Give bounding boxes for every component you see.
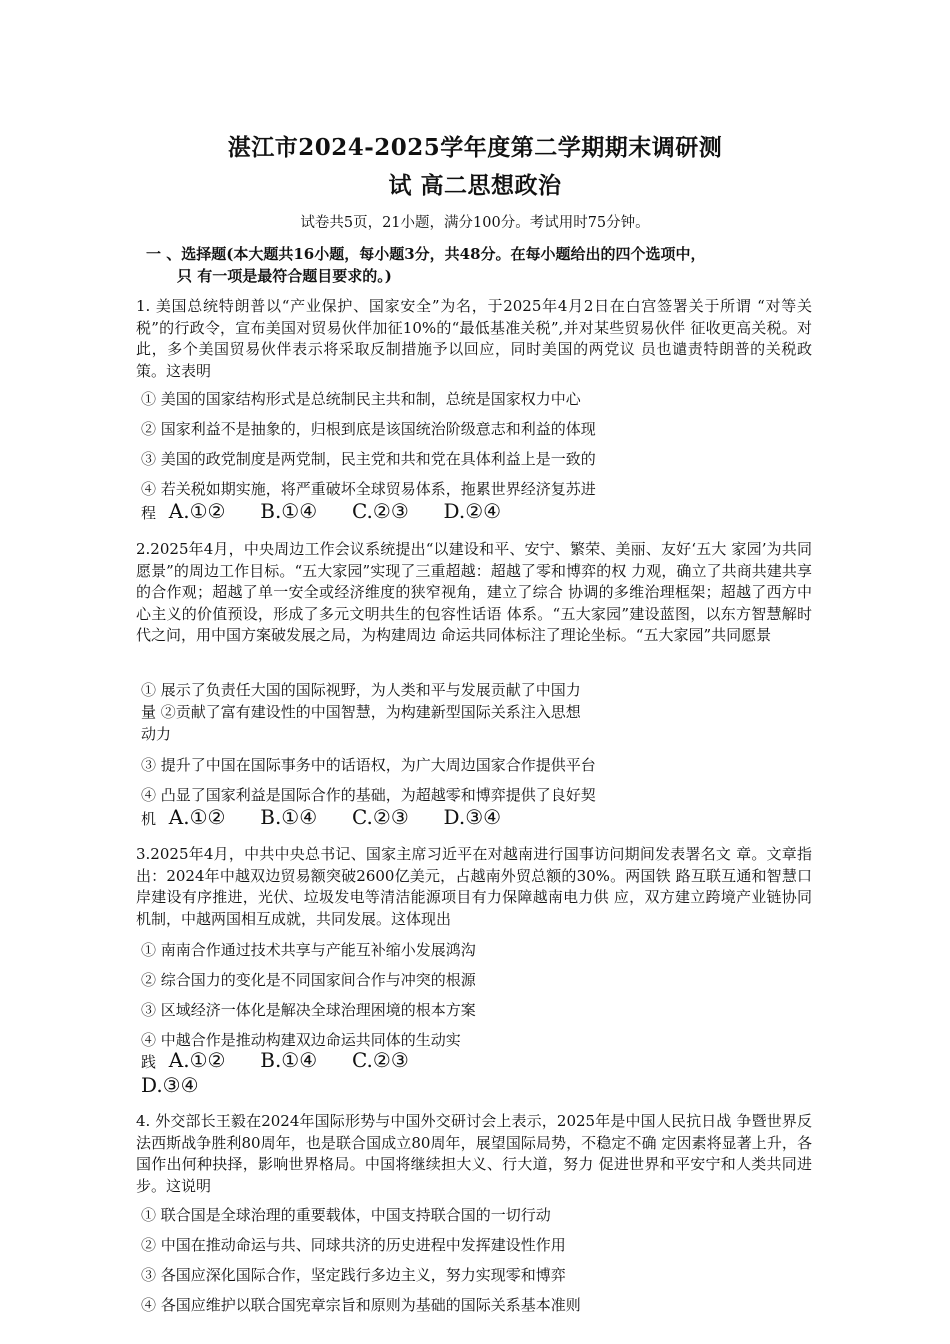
section-heading xyxy=(146,243,816,287)
exam-title-line2: 试 高二思想政治 xyxy=(388,172,562,199)
question-2-stem: 2.2025年4月，中央周边工作会议系统提出“以建设和平、安宁、繁荣、美丽、友好‘五大 家园’为共同愿景”的周边工作目标。“五大家园”实现了三重超越：超越了零和博弈的权 力观，确立了共商共建共享的合作观；超越了单一安全或经济维度的狭窄视角，建立了综合 协调的多维治理框架；超越了西方中心主义的价值预设，形成了多元文明共生的包容性话语 体系。“五大家园”建设蓝图，以东方智慧解时代之问，用中国方案破发展之局，为构建周边 命运共同体标注了理论坐标。“五大家园”共同愿景 xyxy=(136,540,812,644)
question-1-option-2: ② 国家利益不是抽象的，归根到底是该国统治阶级意志和利益的体现 xyxy=(141,420,596,438)
question-2-option-3: ③ 提升了中国在国际事务中的话语权，为广大周边国家合作提供平台 xyxy=(141,756,596,774)
question-3-option-1: ① 南南合作通过技术共享与产能互补缩小发展鸿沟 xyxy=(141,941,476,959)
question-3-choices xyxy=(141,1047,431,1075)
question-4-option-2: ② 中国在推动命运与共、同球共济的历史进程中发挥建设性作用 xyxy=(141,1236,566,1254)
question-3-option-2: ② 综合国力的变化是不同国家间合作与冲突的根源 xyxy=(141,971,476,989)
section-heading-line2: 只 有一项是最符合题目要求的。) xyxy=(177,267,392,285)
choice-b: B.①④ xyxy=(260,805,318,829)
question-4-option-1: ① 联合国是全球治理的重要载体，中国支持联合国的一切行动 xyxy=(141,1206,551,1224)
choice-c: C.②③ xyxy=(351,1048,409,1072)
question-1-option-1: ① 美国的国家结构形式是总统制民主共和制，总统是国家权力中心 xyxy=(141,390,581,408)
question-2-option-1: ① 展示了负责任大国的国际视野，为人类和平与发展贡献了中国力 xyxy=(141,681,581,699)
choice-d: D.③④ xyxy=(443,805,502,829)
question-3-option-4-tail: 践 xyxy=(141,1053,157,1071)
question-3-option-3: ③ 区域经济一体化是解决全球治理困境的根本方案 xyxy=(141,1001,476,1019)
question-4-option-4: ④ 各国应维护以联合国宪章宗旨和原则为基础的国际关系基本准则 xyxy=(141,1296,581,1314)
exam-title-line1: 湛江市2024-2025学年度第二学期期末调研测 xyxy=(227,134,723,161)
choice-a: A.①② xyxy=(168,1048,226,1072)
question-2-choices xyxy=(141,804,523,832)
choice-a: A.①② xyxy=(168,805,226,829)
choice-a: A.①② xyxy=(168,499,226,523)
question-1-choices xyxy=(141,498,523,526)
question-1-option-4-tail: 程 xyxy=(141,504,157,522)
exam-info: 试卷共5页，21小题，满分100分。考试用时75分钟。 xyxy=(300,215,650,231)
choice-d: D.②④ xyxy=(443,499,502,523)
question-3-choice-d: D.③④ xyxy=(141,1073,199,1097)
question-1-option-4: ④ 若关税如期实施，将严重破坏全球贸易体系，拖累世界经济复苏进 xyxy=(141,480,596,498)
choice-c: C.②③ xyxy=(351,499,409,523)
question-3-stem: 3.2025年4月，中共中央总书记、国家主席习近平在对越南进行国事访问期间发表署名文 章。文章指出：2024年中越双边贸易额突破2600亿美元，占越南外贸总额的30%。两国铁 路互联互通和智慧口岸建设有序推进，光伏、垃圾发电等清洁能源项目有力保障越南电力供 应，双方建立跨境产业链协同机制，中越两国相互成就，共同发展。这体现出 xyxy=(136,845,812,928)
question-1-option-3: ③ 美国的政党制度是两党制，民主党和共和党在具体利益上是一致的 xyxy=(141,450,596,468)
question-4-option-3: ③ 各国应深化国际合作，坚定践行多边主义，努力实现零和博弈 xyxy=(141,1266,566,1284)
choice-b: B.①④ xyxy=(260,499,318,523)
question-2-option-2-cont: 动力 xyxy=(141,725,172,743)
question-3-option-4: ④ 中越合作是推动构建双边命运共同体的生动实 xyxy=(141,1031,461,1049)
choice-c: C.②③ xyxy=(351,805,409,829)
question-1-stem: 1. 美国总统特朗普以“产业保护、国家安全”为名，于2025年4月2日在白宫签署关于所谓 “对等关税”的行政令，宣布美国对贸易伙伴加征10%的“最低基准关税”,并对某些贸易伙伴 征收更高关税。对此，多个美国贸易伙伴表示将采取反制措施予以回应，同时美国的两党议 员也谴责特朗普的关税政策。这表明 xyxy=(136,297,812,380)
choice-b: B.①④ xyxy=(260,1048,318,1072)
section-heading-line1: 一 、选择题(本大题共16小题，每小题3分，共48分。在每小题给出的四个选项中， xyxy=(146,245,706,263)
question-2-option-4: ④ 凸显了国家利益是国际合作的基础，为超越零和博弈提供了良好契 xyxy=(141,786,596,804)
question-2-option-4-tail: 机 xyxy=(141,810,157,828)
question-2-option-1-cont: 量 ②贡献了富有建设性的中国智慧，为构建新型国际关系注入思想 xyxy=(141,703,581,721)
question-4-stem: 4. 外交部长王毅在2024年国际形势与中国外交研讨会上表示，2025年是中国人民抗日战 争暨世界反法西斯战争胜利80周年，也是联合国成立80周年，展望国际局势，不稳定不确 定因素将显著上升，各国作出何种抉择，影响世界格局。中国将继续担大义、行大道，努力 促进世界和平安宁和人类共同进步。这说明 xyxy=(136,1112,812,1195)
